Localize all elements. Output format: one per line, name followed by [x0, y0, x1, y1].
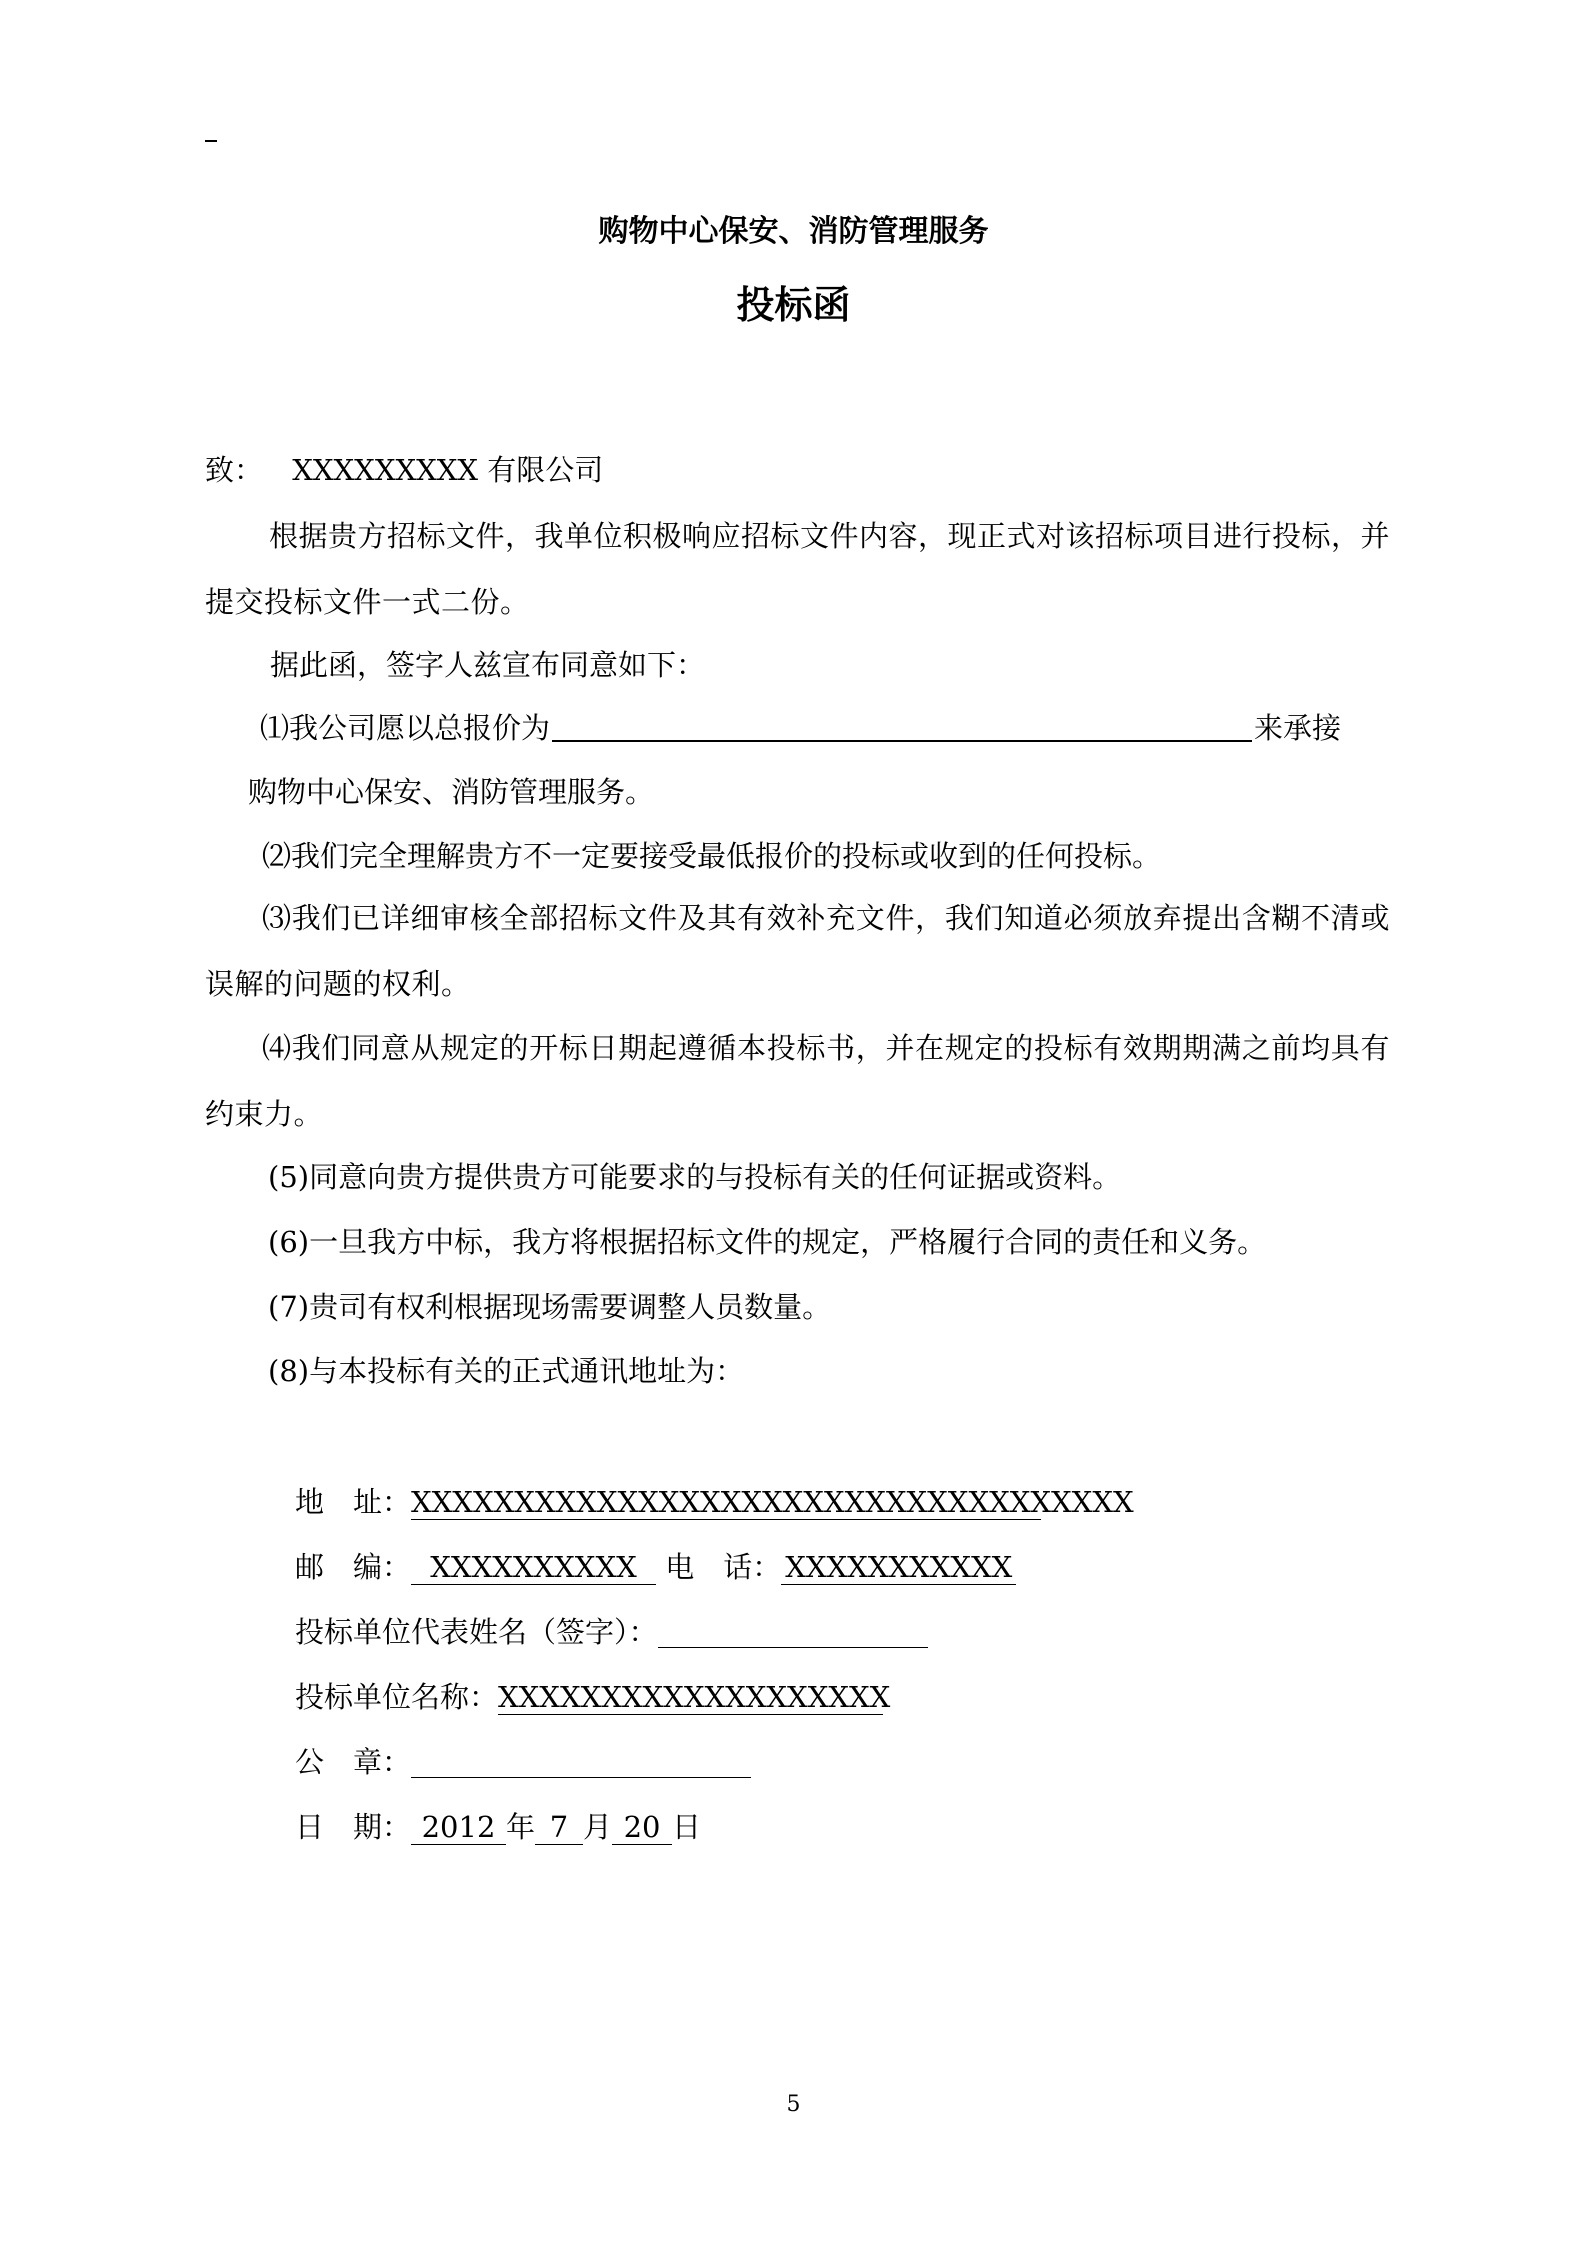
- total-price-blank[interactable]: [552, 710, 1252, 742]
- address-label: 地 址：: [295, 1485, 412, 1519]
- company-field[interactable]: XXXXXXXXXXXXXXXXXXX: [498, 1680, 891, 1714]
- date-day-field[interactable]: 20: [612, 1810, 672, 1845]
- item-5: (5)同意向贵方提供贵方可能要求的与投标有关的任何证据或资料。: [268, 1160, 1122, 1194]
- declaration-line: 据此函，签字人兹宣布同意如下：: [270, 648, 706, 682]
- representative-signature-field[interactable]: [658, 1613, 928, 1648]
- seal-field[interactable]: [411, 1743, 751, 1778]
- address-field[interactable]: XXXXXXXXXXXXXXXXXXXXXXXXXXXXXXXXXXX: [411, 1485, 1134, 1519]
- date-year-unit: 年: [506, 1810, 536, 1844]
- date-day-unit: 日: [672, 1810, 702, 1844]
- seal-row: [295, 1740, 751, 1784]
- phone-field[interactable]: XXXXXXXXXXX: [781, 1550, 1016, 1585]
- date-year-field[interactable]: 2012: [411, 1810, 506, 1845]
- item-7: (7)贵司有权利根据现场需要调整人员数量。: [268, 1290, 832, 1324]
- postcode-phone-row: [295, 1545, 1016, 1589]
- header-mark: [205, 140, 217, 142]
- addressee-name: XXXXXXXXX 有限公司: [292, 453, 604, 487]
- addressee-label: 致：: [205, 453, 264, 487]
- representative-row: [295, 1610, 928, 1654]
- document-title: 投标函: [736, 283, 851, 327]
- item-1-prefix: ⑴我公司愿以总报价为: [260, 711, 551, 745]
- item-8: (8)与本投标有关的正式通讯地址为：: [268, 1354, 745, 1388]
- item-2: ⑵我们完全理解贵方不一定要接受最低报价的投标或收到的任何投标。: [262, 839, 1162, 873]
- date-row: [295, 1805, 701, 1849]
- address-row: [295, 1480, 1134, 1524]
- item-1-continuation: 购物中心保安、消防管理服务。: [248, 775, 655, 809]
- company-label: 投标单位名称：: [295, 1680, 499, 1714]
- item-6: (6)一旦我方中标，我方将根据招标文件的规定，严格履行合同的责任和义务。: [268, 1225, 1267, 1259]
- date-month-unit: 月: [583, 1810, 613, 1844]
- company-row: [295, 1675, 891, 1719]
- date-month-field[interactable]: 7: [535, 1810, 583, 1845]
- document-subtitle: 购物中心保安、消防管理服务: [598, 214, 989, 249]
- seal-label: 公 章：: [295, 1745, 412, 1779]
- item-4: ⑷我们同意从规定的开标日期起遵循本投标书，并在规定的投标有效期期满之前均具有约束力。: [205, 1031, 1390, 1131]
- addressee-line: [205, 448, 603, 492]
- representative-label: 投标单位代表姓名（签字）：: [295, 1615, 658, 1649]
- postcode-field[interactable]: XXXXXXXXXX: [411, 1550, 656, 1585]
- intro-paragraph: 根据贵方招标文件，我单位积极响应招标文件内容，现正式对该招标项目进行投标，并提交投标文件一式二份。: [205, 519, 1391, 619]
- date-label: 日 期：: [295, 1810, 412, 1844]
- postcode-label: 邮 编：: [295, 1550, 412, 1584]
- item-1-suffix: 来承接: [1254, 711, 1342, 745]
- item-3: ⑶我们已详细审核全部招标文件及其有效补充文件，我们知道必须放弃提出含糊不清或误解的问题的权利。: [205, 901, 1390, 1001]
- phone-label: 电 话：: [665, 1550, 782, 1584]
- item-1-line: [260, 706, 1341, 750]
- page-number: 5: [786, 2092, 801, 2117]
